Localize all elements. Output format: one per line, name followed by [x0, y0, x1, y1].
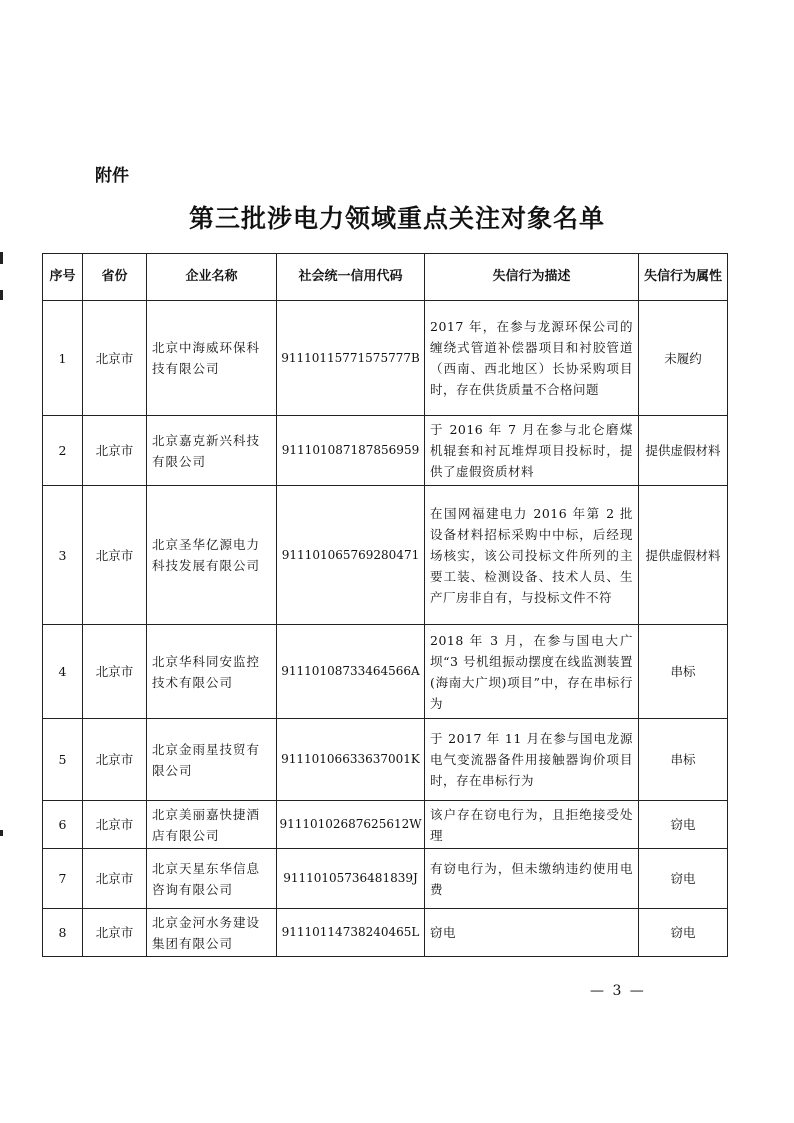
- cell-credit-code: 911101065769280471: [277, 486, 425, 625]
- table-header-row: [43, 254, 728, 301]
- table-row: [43, 416, 728, 486]
- cell-credit-code: 91110102687625612W: [277, 801, 425, 849]
- header-seq: 序号: [43, 254, 83, 301]
- cell-company: 北京圣华亿源电力科技发展有限公司: [147, 486, 277, 625]
- cell-attribute: 窃电: [639, 909, 728, 957]
- header-description: 失信行为描述: [425, 254, 639, 301]
- scan-edge-mark: [0, 830, 3, 836]
- cell-seq: 4: [43, 625, 83, 719]
- cell-seq: 8: [43, 909, 83, 957]
- document-title: 第三批涉电力领域重点关注对象名单: [188, 204, 605, 233]
- cell-company: 北京嘉克新兴科技有限公司: [147, 416, 277, 486]
- attachment-label: 附件: [95, 166, 129, 186]
- cell-company: 北京美丽嘉快捷酒店有限公司: [147, 801, 277, 849]
- page-number: — 3 —: [590, 983, 646, 999]
- cell-credit-code: 91110105736481839J: [277, 849, 425, 909]
- cell-description: 窃电: [425, 909, 639, 957]
- cell-province: 北京市: [83, 801, 147, 849]
- cell-province: 北京市: [83, 719, 147, 801]
- header-company: 企业名称: [147, 254, 277, 301]
- cell-description: 有窃电行为，但未缴纳违约使用电费: [425, 849, 639, 909]
- cell-seq: 7: [43, 849, 83, 909]
- cell-attribute: 窃电: [639, 801, 728, 849]
- header-attribute: 失信行为属性: [639, 254, 728, 301]
- cell-seq: 6: [43, 801, 83, 849]
- focus-list-table: [42, 253, 728, 957]
- cell-province: 北京市: [83, 301, 147, 416]
- table-row: [43, 719, 728, 801]
- scan-edge-mark: [0, 252, 3, 264]
- cell-province: 北京市: [83, 849, 147, 909]
- table-row: [43, 849, 728, 909]
- cell-description: 2017 年，在参与龙源环保公司的缠绕式管道补偿器项目和衬胶管道（西南、西北地区）长协采购项目时，存在供货质量不合格问题: [425, 301, 639, 416]
- cell-company: 北京中海威环保科技有限公司: [147, 301, 277, 416]
- cell-attribute: 未履约: [639, 301, 728, 416]
- cell-attribute: 提供虚假材料: [639, 486, 728, 625]
- cell-attribute: 串标: [639, 719, 728, 801]
- cell-seq: 1: [43, 301, 83, 416]
- cell-description: 在国网福建电力 2016 年第 2 批设备材料招标采购中中标，后经现场核实，该公司投标文件所列的主要工装、检测设备、技术人员、生产厂房非自有，与投标文件不符: [425, 486, 639, 625]
- cell-attribute: 提供虚假材料: [639, 416, 728, 486]
- cell-credit-code: 91110108733464566A: [277, 625, 425, 719]
- cell-province: 北京市: [83, 486, 147, 625]
- cell-attribute: 窃电: [639, 849, 728, 909]
- cell-description: 2018 年 3 月，在参与国电大广坝“3 号机组振动摆度在线监测装置(海南大广坝)项目”中，存在串标行为: [425, 625, 639, 719]
- cell-credit-code: 91110114738240465L: [277, 909, 425, 957]
- cell-seq: 2: [43, 416, 83, 486]
- cell-credit-code: 91110106633637001K: [277, 719, 425, 801]
- cell-seq: 3: [43, 486, 83, 625]
- header-province: 省份: [83, 254, 147, 301]
- cell-seq: 5: [43, 719, 83, 801]
- cell-attribute: 串标: [639, 625, 728, 719]
- cell-company: 北京华科同安监控技术有限公司: [147, 625, 277, 719]
- scan-edge-mark: [0, 290, 3, 300]
- cell-description: 该户存在窃电行为，且拒绝接受处理: [425, 801, 639, 849]
- cell-company: 北京金雨星技贸有限公司: [147, 719, 277, 801]
- table-row: [43, 486, 728, 625]
- table-row: [43, 625, 728, 719]
- table-row: [43, 301, 728, 416]
- cell-description: 于 2016 年 7 月在参与北仑磨煤机辊套和衬瓦堆焊项目投标时，提供了虚假资质材料: [425, 416, 639, 486]
- cell-description: 于 2017 年 11 月在参与国电龙源电气变流器备件用接触器询价项目时，存在串标行为: [425, 719, 639, 801]
- cell-credit-code: 911101087187856959: [277, 416, 425, 486]
- cell-company: 北京天星东华信息咨询有限公司: [147, 849, 277, 909]
- cell-company: 北京金河水务建设集团有限公司: [147, 909, 277, 957]
- cell-province: 北京市: [83, 909, 147, 957]
- header-credit-code: 社会统一信用代码: [277, 254, 425, 301]
- cell-credit-code: 91110115771575777B: [277, 301, 425, 416]
- table-row: [43, 909, 728, 957]
- table-row: [43, 801, 728, 849]
- cell-province: 北京市: [83, 625, 147, 719]
- cell-province: 北京市: [83, 416, 147, 486]
